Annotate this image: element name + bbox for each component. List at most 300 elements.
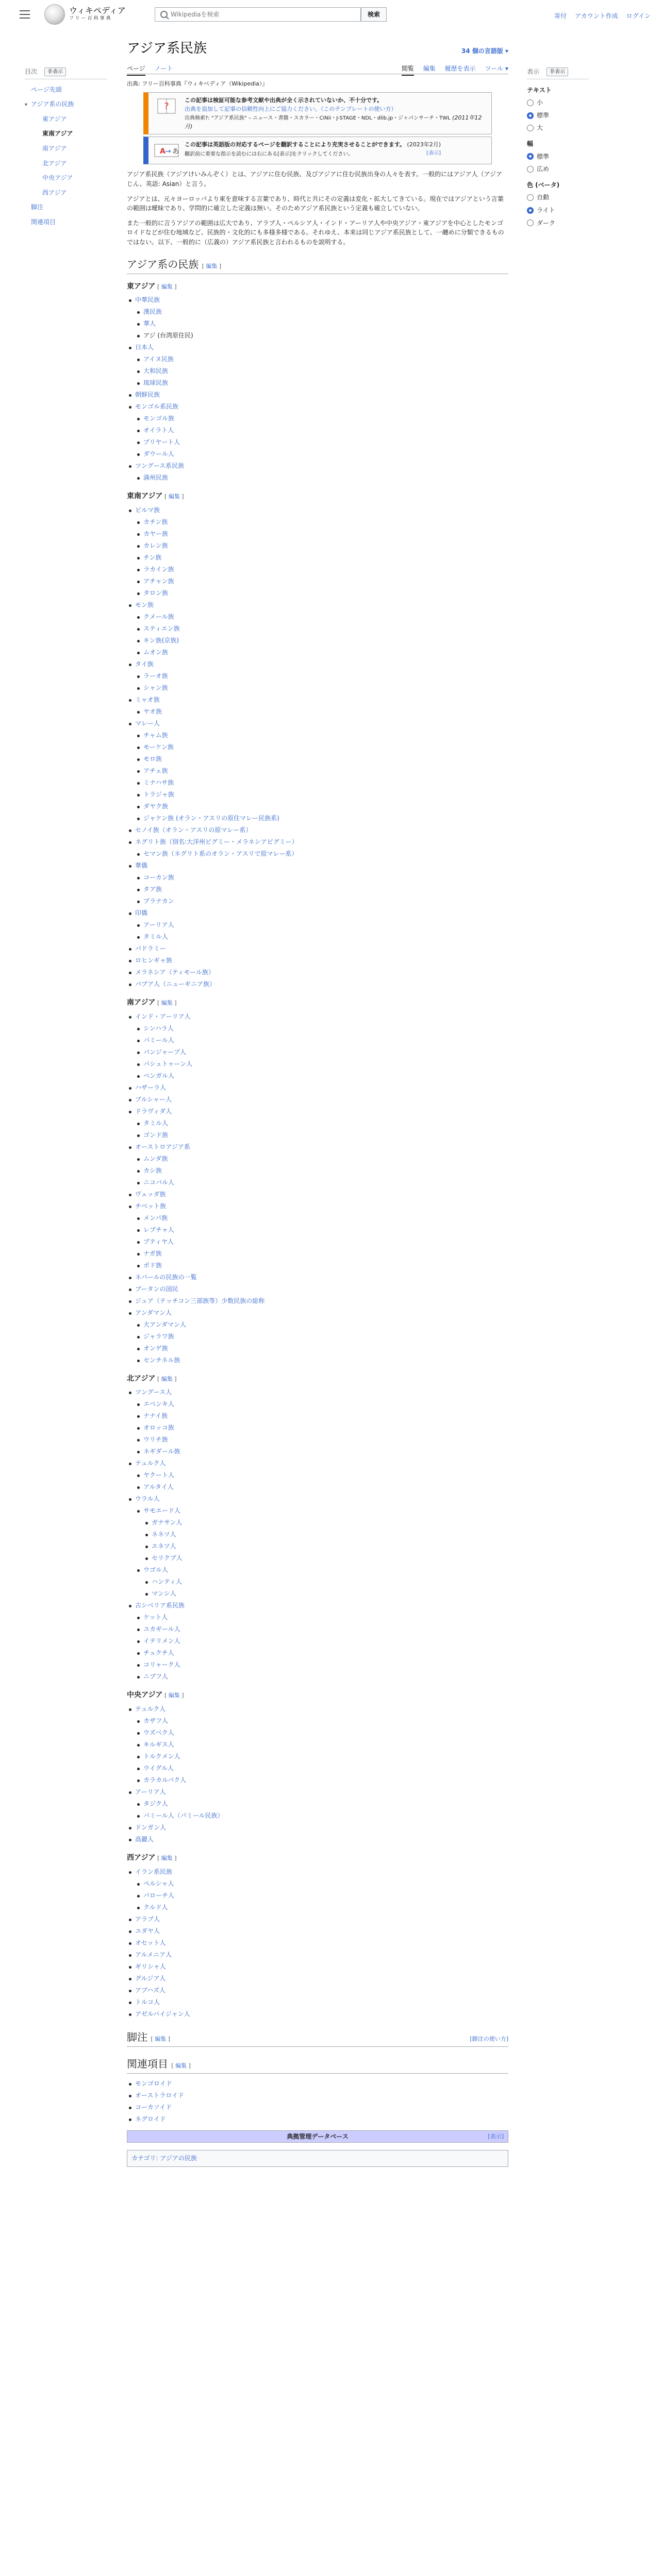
ethnic-link[interactable]: メラネシア（ティモール族） <box>135 969 214 976</box>
list-item <box>127 1822 508 1834</box>
ambox2-show-button[interactable]: [表示] <box>426 150 441 156</box>
ethnic-list <box>135 1319 508 1366</box>
ethnic-link[interactable]: サモエード人 <box>143 1507 181 1515</box>
ethnic-link[interactable]: ブティヤ人 <box>143 1238 174 1245</box>
ethnic-link[interactable]: ウイグル人 <box>143 1765 174 1772</box>
ethnic-link[interactable]: アゼルバイジャン人 <box>135 2010 190 2018</box>
ethnic-link[interactable]: テュルク人 <box>135 1460 166 1467</box>
toc-sidebar <box>25 67 107 230</box>
ethnic-list <box>135 1505 508 1600</box>
list-item <box>127 1200 508 1272</box>
ethnic-link[interactable]: ナナイ族 <box>143 1412 168 1420</box>
ethnic-link[interactable]: ダウール人 <box>143 450 174 458</box>
ethnic-link[interactable]: カラカルパク人 <box>143 1776 187 1784</box>
toc-item[interactable] <box>25 112 107 127</box>
section-edit-link[interactable]: [ 編集 ] <box>202 262 222 269</box>
ethnic-link[interactable]: モン族 <box>135 601 154 609</box>
list-item <box>135 1153 508 1165</box>
ethnic-link[interactable]: セリクプ人 <box>152 1554 183 1562</box>
color-dark[interactable]: ダーク <box>527 218 589 228</box>
ambox-refimprove-text <box>185 96 486 131</box>
list-item <box>143 1588 508 1600</box>
list-item <box>127 694 508 718</box>
navbox-show-button[interactable]: [表示] <box>488 2132 504 2140</box>
svg-text:A: A <box>160 147 166 156</box>
ethnic-link[interactable]: ヤオ族 <box>143 708 162 716</box>
ethnic-link[interactable]: ベンガル人 <box>143 1072 175 1079</box>
width-standard[interactable]: 標準 <box>527 152 589 162</box>
ethnic-link[interactable]: ギリシャ人 <box>135 1962 166 1970</box>
ethnic-link[interactable]: 華人 <box>143 320 156 328</box>
ethnic-link[interactable]: ウゴル人 <box>143 1566 169 1574</box>
list-item <box>135 1177 508 1189</box>
ethnic-link[interactable]: パプア人（ニューギニア族） <box>135 980 216 988</box>
ethnic-link[interactable]: タジク人 <box>143 1800 168 1808</box>
wikipedia-logo-icon[interactable] <box>44 4 65 25</box>
search-input[interactable] <box>171 11 360 18</box>
radio-icon <box>527 125 534 131</box>
ethnic-link[interactable]: パドラミー <box>135 945 166 953</box>
ethnic-link[interactable]: コーカン族 <box>143 874 174 882</box>
list-item <box>135 1343 508 1354</box>
list-item <box>135 1248 508 1260</box>
ethnic-link[interactable]: ビルマ族 <box>135 506 160 514</box>
ethnic-link[interactable]: ラカイン族 <box>143 566 174 573</box>
ethnic-link[interactable]: テュルク人 <box>135 1705 166 1713</box>
ethnic-link[interactable]: ケット人 <box>143 1614 168 1621</box>
ambox1-line2[interactable]: 出典を追加して記事の信頼性向上にご協力ください。（このテンプレートの使い方） <box>185 105 397 112</box>
ethnic-link[interactable]: オセット人 <box>135 1939 166 1946</box>
region-edit-link[interactable]: [ 編集 ] <box>162 493 184 500</box>
ethnic-link[interactable]: ニコバル人 <box>143 1178 175 1186</box>
list-item <box>127 1985 508 1996</box>
region-edit-link[interactable]: [ 編集 ] <box>155 1855 177 1862</box>
ethnic-link[interactable]: ウリチ族 <box>143 1436 168 1444</box>
ethnic-list <box>135 1023 508 1082</box>
ethnic-link[interactable]: チャム族 <box>143 732 168 739</box>
list-item <box>127 907 508 943</box>
toc-item[interactable] <box>25 126 107 141</box>
toc-item-label: アジア系の民族 <box>31 100 74 108</box>
ethnic-link[interactable]: ユダヤ人 <box>135 1927 160 1935</box>
list-item <box>127 943 508 955</box>
list-item <box>143 1517 508 1529</box>
ethnic-list <box>135 1715 508 1786</box>
ethnic-link[interactable]: ミナハサ族 <box>143 779 174 787</box>
list-item <box>135 436 508 448</box>
ethnic-link[interactable]: シンハラ人 <box>143 1024 174 1032</box>
ethnic-link[interactable]: ユカギール人 <box>143 1625 180 1633</box>
category-link[interactable]: アジアの民族 <box>160 2155 197 2162</box>
ethnic-link[interactable]: パミール人 <box>143 1036 174 1044</box>
radio-icon <box>527 166 534 173</box>
ethnic-link[interactable]: カヤー族 <box>143 530 169 538</box>
ethnic-link[interactable]: シャン族 <box>143 684 168 692</box>
ethnic-link[interactable]: 華僑 <box>135 862 148 870</box>
list-item <box>127 342 508 389</box>
ethnic-link[interactable]: カシ族 <box>143 1166 162 1174</box>
list-item <box>135 330 508 342</box>
related-heading <box>127 2056 508 2074</box>
list-item <box>135 895 508 907</box>
ethnic-link[interactable]: ムオン族 <box>143 649 169 656</box>
ethnic-link[interactable]: 古シベリア系民族 <box>135 1602 185 1609</box>
cite-help-link[interactable]: [脚注の使い方] <box>470 2035 508 2042</box>
ethnic-link[interactable]: ブータンの国民 <box>135 1285 178 1293</box>
region-edit-link[interactable]: [ 編集 ] <box>155 283 177 290</box>
related-link[interactable]: コーカソイド <box>135 2103 172 2111</box>
list-item <box>135 1446 508 1458</box>
ethnic-link[interactable]: 朝鮮民族 <box>135 391 160 399</box>
tab-read[interactable]: 閲覧 <box>402 65 414 76</box>
toc-item-label: 東南アジア <box>42 130 73 138</box>
list-item <box>135 1647 508 1659</box>
ethnic-link[interactable]: 漢民族 <box>143 308 162 316</box>
ethnic-link[interactable]: タア族 <box>143 886 162 893</box>
list-item <box>135 318 508 330</box>
list-item <box>127 860 508 907</box>
ethnic-link[interactable]: クルド人 <box>143 1903 168 1911</box>
tab-edit[interactable]: 編集 <box>423 65 436 73</box>
ethnic-link[interactable]: ウラル人 <box>135 1495 160 1503</box>
related-item <box>127 2113 508 2125</box>
appearance-hide-button[interactable]: 非表示 <box>547 67 568 77</box>
ethnic-link[interactable]: オーストロアジア系 <box>135 1143 190 1150</box>
list-item <box>127 1600 508 1683</box>
ethnic-link[interactable]: ダヤク族 <box>143 803 169 810</box>
ethnic-link[interactable]: ブリヤート人 <box>143 438 180 446</box>
ethnic-link[interactable]: ツングース人 <box>135 1388 172 1396</box>
region-heading <box>127 281 508 293</box>
related-link[interactable]: ネグロイド <box>135 2115 166 2123</box>
ethnic-link[interactable]: タミル人 <box>143 933 169 941</box>
list-item <box>135 1058 508 1070</box>
ethnic-link[interactable]: ハザーラ人 <box>135 1083 167 1091</box>
ethnic-link[interactable]: メンパ族 <box>143 1214 168 1222</box>
list-item <box>135 741 508 753</box>
ethnic-list <box>135 1153 508 1189</box>
list-item <box>135 1331 508 1343</box>
ambox2-line2: 翻訳前に重要な指示を読むには右にある[表示]をクリックしてください。 <box>185 151 354 157</box>
ethnic-link[interactable]: グルジア人 <box>135 1974 166 1982</box>
toc-item[interactable] <box>25 185 107 200</box>
ethnic-link[interactable]: オイラト人 <box>143 427 174 434</box>
list-item <box>135 1354 508 1366</box>
ethnic-link[interactable]: カレン族 <box>143 542 168 550</box>
header <box>0 0 662 34</box>
create-account-link[interactable]: アカウント作成 <box>574 12 618 20</box>
list-item <box>135 1505 508 1564</box>
ethnic-link[interactable]: ロヒンギャ族 <box>135 957 173 964</box>
ethnic-link[interactable]: タロン族 <box>143 589 169 597</box>
ethnic-link[interactable]: イテリメン人 <box>143 1637 180 1645</box>
appearance-panel <box>527 67 589 231</box>
related-item <box>127 2090 508 2102</box>
ethnic-link[interactable]: 大アンダマン人 <box>143 1320 187 1328</box>
ethnic-link[interactable]: オロッコ族 <box>143 1424 174 1432</box>
list-item <box>135 1129 508 1141</box>
ethnic-link[interactable]: アーリア人 <box>135 1788 166 1796</box>
ethnic-link[interactable]: ヴェッダ族 <box>135 1190 166 1198</box>
list-item <box>135 1319 508 1331</box>
tab-tools[interactable]: ツール ▾ <box>485 65 508 73</box>
list-item <box>135 1422 508 1434</box>
list-item <box>135 919 508 931</box>
ethnic-link[interactable]: レプチャ人 <box>143 1226 174 1233</box>
ethnic-link[interactable]: エベンキ人 <box>143 1400 175 1408</box>
ethnic-link[interactable]: ラーオ族 <box>143 672 168 680</box>
related-item <box>127 2102 508 2113</box>
svg-text:あ: あ <box>172 148 179 156</box>
ethnic-link[interactable]: アーリア人 <box>143 921 174 929</box>
list-item <box>135 635 508 647</box>
toc-item[interactable] <box>25 82 107 97</box>
ethnic-link[interactable]: ネネツ人 <box>152 1531 176 1538</box>
ethnic-link[interactable]: モンゴル族 <box>143 415 175 422</box>
ethnic-link[interactable]: キン族(京族) <box>143 637 179 645</box>
ethnic-link[interactable]: ハンティ人 <box>152 1578 183 1586</box>
ethnic-link[interactable]: コリャーク人 <box>143 1661 180 1669</box>
ethnic-link[interactable]: 大和民族 <box>143 367 169 375</box>
list-item <box>135 1236 508 1248</box>
toc-item[interactable] <box>25 171 107 185</box>
ethnic-link[interactable]: パンジャーブ人 <box>143 1048 186 1056</box>
ethnic-link[interactable]: セノイ族（オラン・アスリの原マレー系） <box>135 826 252 834</box>
footnotes-edit-link[interactable]: [ 編集 ] <box>151 2035 170 2042</box>
radio-selected-icon <box>527 112 534 119</box>
ambox-translate <box>143 137 492 164</box>
ethnic-link[interactable]: トルクメン人 <box>143 1753 180 1760</box>
color-light[interactable]: ライト <box>527 206 589 215</box>
ambox2-line1: この記事は英語版の対応するページを翻訳することにより充実させることができます。 <box>185 141 405 148</box>
ethnic-list <box>135 1798 508 1822</box>
toc-item[interactable] <box>25 200 107 215</box>
region-title: 中央アジア <box>127 1691 163 1700</box>
ethnic-link[interactable]: セマン族（ネグリト系のオラン・アスリで原マレー系） <box>143 850 298 858</box>
region-title: 南アジア <box>127 998 156 1007</box>
list-item <box>127 1295 508 1307</box>
ethnic-link[interactable]: マレー人 <box>135 720 160 727</box>
ethnic-link[interactable]: アチェ族 <box>143 767 168 775</box>
appearance-header <box>527 67 589 79</box>
ethnic-link[interactable]: センチネル族 <box>143 1356 180 1364</box>
ethnic-link[interactable]: トラジャ族 <box>143 791 174 799</box>
ethnic-link[interactable]: 琉球民族 <box>143 379 169 387</box>
ethnic-link[interactable]: エネツ人 <box>152 1543 176 1550</box>
site-wordmark[interactable] <box>69 6 126 23</box>
ethnic-link[interactable]: プラナカン <box>143 897 174 905</box>
list-item <box>135 1224 508 1236</box>
text-size-small[interactable]: 小 <box>527 98 589 108</box>
list-item <box>135 753 508 765</box>
ethnic-link[interactable]: クメール族 <box>143 613 174 621</box>
ethnic-link[interactable]: ブルシャー人 <box>135 1095 172 1103</box>
width-wide[interactable]: 広め <box>527 164 589 174</box>
region-edit-link[interactable]: [ 編集 ] <box>155 1375 177 1382</box>
toc-item-label: 西アジア <box>42 189 67 196</box>
ethnic-link[interactable]: ペルシャ人 <box>143 1879 174 1887</box>
ethnic-link[interactable]: ドンガン人 <box>135 1824 167 1832</box>
regions-container <box>127 281 508 2020</box>
list-item <box>127 294 508 342</box>
ethnic-link[interactable]: アイヌ民族 <box>143 355 174 363</box>
ethnic-link[interactable]: ドラヴィダ人 <box>135 1107 172 1115</box>
ethnic-link[interactable]: モーケン族 <box>143 743 174 751</box>
main-content <box>127 40 508 2167</box>
ambox1-line1: この記事は検証可能な参考文献や出典が全く示されていないか、不十分です。 <box>185 96 383 104</box>
ethnic-list <box>135 1398 508 1458</box>
text-size-large[interactable]: 大 <box>527 123 589 133</box>
ethnic-link[interactable]: トルコ人 <box>135 1998 160 2006</box>
ethnic-link[interactable]: ヤクート人 <box>143 1471 175 1479</box>
navbox-title[interactable]: 典拠管理データベース <box>287 2132 349 2140</box>
ethnic-list <box>127 1011 508 1366</box>
toc-item[interactable] <box>25 141 107 156</box>
ethnic-link[interactable]: インド・アーリア人 <box>135 1012 191 1020</box>
ethnic-link[interactable]: ジャケン族 (オラン・アスリの原住マレー民族系) <box>143 815 279 822</box>
ethnic-link[interactable]: アルメニア人 <box>135 1951 172 1958</box>
related-link[interactable]: オーストラロイド <box>135 2091 185 2099</box>
list-item <box>135 1023 508 1035</box>
ethnic-link[interactable]: パシュトゥーン人 <box>143 1060 193 1067</box>
ethnic-link[interactable]: ガナサン人 <box>152 1519 183 1527</box>
ethnic-link[interactable]: バローチ人 <box>143 1891 175 1899</box>
ethnic-link[interactable]: ウズベク人 <box>143 1729 174 1737</box>
ethnic-list <box>135 1212 508 1272</box>
ambox-translate-text <box>185 140 441 161</box>
ethnic-link[interactable]: カチン族 <box>143 518 168 526</box>
ethnic-link[interactable]: アンダマン人 <box>135 1309 172 1316</box>
toc-item[interactable] <box>25 97 107 112</box>
ethnic-link[interactable]: チベット族 <box>135 1202 167 1210</box>
ethnic-link[interactable]: ミャオ族 <box>135 696 160 704</box>
list-item <box>127 1866 508 1913</box>
ethnic-link[interactable]: アブハズ人 <box>135 1986 166 1994</box>
list-item <box>135 1070 508 1082</box>
region-edit-link[interactable]: [ 編集 ] <box>155 999 177 1007</box>
ethnic-link[interactable]: 日本人 <box>135 344 154 351</box>
toc-item-label: 脚注 <box>31 204 44 211</box>
toc-item[interactable] <box>25 215 107 230</box>
ethnic-link[interactable]: アラブ人 <box>135 1915 160 1923</box>
intro-paragraph-1: アジア系民族（アジアけいみんぞく）とは、アジアに住む民族、及びアジアに住む民族出身の人々を表す。一般的にはアジア人（アジアじん、英語: Asian）と言う。 <box>127 171 503 188</box>
radio-selected-icon <box>527 207 534 214</box>
text-size-standard[interactable]: 標準 <box>527 111 589 121</box>
list-item <box>135 1762 508 1774</box>
list-item <box>135 1739 508 1751</box>
width-heading: 幅 <box>527 140 534 147</box>
ethnic-list <box>135 1469 508 1493</box>
list-item <box>135 1751 508 1762</box>
intro-paragraph-3: また一般的に言うアジアの範囲は広大であり、アラブ人・ペルシア人・インド・アーリア人や中央アジア・東アジアを中心としたモンゴロイドなどが住む地域など、民族的・文化的にも多様多様である。それゆえ、本来は同じアジア系民族として、一纏めに分類できるものではない。以下、一般的に（広義の）アジア系民族と言われるものを説明する。 <box>127 219 504 246</box>
ethnic-link[interactable]: ニブフ人 <box>143 1673 169 1681</box>
ethnic-link[interactable]: パミール人（パミール民族） <box>143 1812 224 1820</box>
list-item <box>135 765 508 777</box>
list-item <box>135 1564 508 1600</box>
logo-tagline: フリー百科事典 <box>69 15 112 21</box>
ethnic-link[interactable]: チュクチ人 <box>143 1649 174 1657</box>
ethnic-link[interactable]: タミル人 <box>143 1119 169 1127</box>
ethnic-link[interactable]: ジュア（テッチコン三部族等）少数民族の総称 <box>135 1297 265 1304</box>
ethnic-link[interactable]: ムンダ族 <box>143 1155 168 1162</box>
ethnic-link[interactable]: イラン系民族 <box>135 1868 173 1875</box>
ethnic-list <box>135 353 508 389</box>
ethnic-link[interactable]: モロ族 <box>143 755 162 763</box>
tab-history[interactable]: 履歴を表示 <box>444 65 476 73</box>
related-link[interactable]: モンゴロイド <box>135 2079 172 2087</box>
text-size-heading: テキスト <box>527 86 552 94</box>
ethnic-link[interactable]: 印僑 <box>135 909 148 917</box>
ethnic-link[interactable]: オンゲ族 <box>143 1344 168 1352</box>
ethnic-list <box>127 1703 508 1845</box>
radio-selected-icon <box>527 153 534 160</box>
section-heading <box>127 257 508 274</box>
ethnic-link[interactable]: ジャラワ族 <box>143 1332 174 1340</box>
list-item <box>127 1913 508 1925</box>
list-item <box>127 1973 508 1985</box>
list-item <box>135 789 508 801</box>
search-icon <box>160 11 168 18</box>
ethnic-link[interactable]: モンゴル系民族 <box>135 403 179 411</box>
list-item <box>127 955 508 967</box>
ethnic-link[interactable]: アルタイ人 <box>143 1483 174 1491</box>
list-item <box>135 365 508 377</box>
list-item <box>135 777 508 789</box>
search-box[interactable] <box>155 7 361 22</box>
list-item <box>135 884 508 895</box>
ethnic-link[interactable]: ネグリト族（別名:大洋州ピグミー・メラネシアピグミー） <box>135 838 298 846</box>
ethnic-link[interactable]: ナガ族 <box>143 1249 162 1257</box>
ethnic-link[interactable]: 満州民族 <box>143 474 169 482</box>
ethnic-link[interactable]: キルギス人 <box>143 1741 174 1749</box>
ethnic-link[interactable]: ネパールの民族の一覧 <box>135 1273 197 1281</box>
toc-hide-button[interactable]: 非表示 <box>44 67 66 77</box>
main-menu-icon[interactable] <box>20 10 30 19</box>
search-button[interactable]: 検索 <box>361 7 387 22</box>
list-item <box>135 587 508 599</box>
toc-item[interactable] <box>25 156 107 171</box>
region-edit-link[interactable]: [ 編集 ] <box>162 1692 184 1699</box>
list-item <box>127 1386 508 1458</box>
related-edit-link[interactable]: [ 編集 ] <box>171 2062 191 2069</box>
ambox1-line3: 出典検索?: "アジア系民族" – ニュース・書籍・スカラー・CiNii・J-STAGE・NDL・dlib.jp・ジャパンサーチ・TWL <box>185 115 451 121</box>
ethnic-link[interactable]: ボド族 <box>143 1261 162 1269</box>
ethnic-link[interactable]: アチャン族 <box>143 578 174 585</box>
ethnic-link[interactable]: マンシ人 <box>152 1590 176 1598</box>
ethnic-link[interactable]: カザフ人 <box>143 1717 169 1725</box>
language-button[interactable]: 34 個の言語版 ▾ <box>461 47 508 55</box>
ethnic-link[interactable]: スティエン族 <box>143 625 180 633</box>
donate-link[interactable]: 寄付 <box>554 12 567 20</box>
ethnic-link[interactable]: ネギダール族 <box>143 1448 180 1455</box>
ethnic-link[interactable]: チン族 <box>143 554 162 562</box>
list-item <box>127 401 508 460</box>
ethnic-link[interactable]: 高麗人 <box>135 1836 154 1843</box>
ethnic-link[interactable]: ツングース系民族 <box>135 462 185 470</box>
page-tabs <box>127 60 508 74</box>
category-label[interactable]: カテゴリ: <box>131 2155 158 2162</box>
ethnic-link[interactable]: タイ族 <box>135 660 154 668</box>
ethnic-link[interactable]: ゴンド族 <box>143 1131 169 1139</box>
tab-page[interactable]: ページ <box>127 65 145 76</box>
list-item <box>135 528 508 540</box>
ethnic-link[interactable]: 中華民族 <box>135 296 160 304</box>
list-item <box>135 647 508 658</box>
color-heading: 色 (ベータ) <box>527 181 560 189</box>
login-link[interactable]: ログイン <box>626 12 651 20</box>
color-auto[interactable]: 自動 <box>527 193 589 202</box>
tab-talk[interactable]: ノート <box>154 65 173 73</box>
